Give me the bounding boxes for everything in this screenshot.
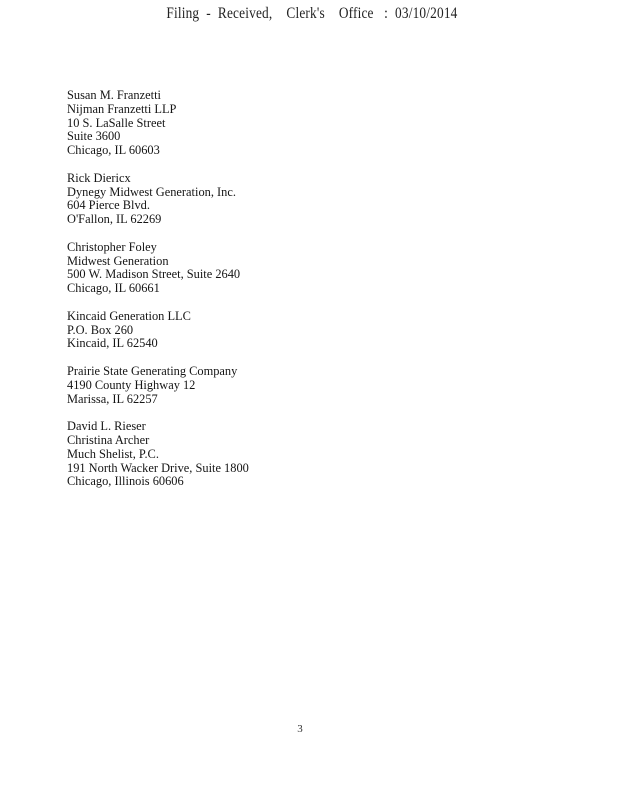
address-block — [67, 89, 487, 158]
recipient-organization: Kincaid Generation LLC — [67, 308, 191, 323]
recipient-organization: Nijman Franzetti LLP — [67, 101, 177, 116]
street-address: 500 W. Madison Street, Suite 2640 — [67, 267, 241, 282]
recipient-organization: Much Shelist, P.C. — [67, 446, 159, 461]
city-state-zip: Marissa, IL 62257 — [67, 391, 158, 406]
recipient-name: Rick Diericx — [67, 170, 131, 185]
street-address: 10 S. LaSalle Street — [67, 115, 166, 130]
city-state-zip: Kincaid, IL 62540 — [67, 336, 158, 351]
address-block — [67, 365, 487, 406]
recipient-name: Christopher Foley — [67, 239, 157, 254]
recipient-organization: Prairie State Generating Company — [67, 363, 238, 378]
address-block — [67, 310, 487, 351]
suite-line: Suite 3600 — [67, 129, 121, 144]
recipient-name: Susan M. Franzetti — [67, 88, 161, 102]
service-list — [67, 89, 487, 503]
recipient-name: David L. Rieser — [67, 419, 146, 434]
recipient-organization: Midwest Generation — [67, 253, 169, 268]
recipient-name: Christina Archer — [67, 432, 150, 447]
filing-stamp-header: Filing - Received, Clerk's Office : 03/10/2014 — [166, 5, 458, 22]
address-block — [67, 241, 487, 296]
city-state-zip: O'Fallon, IL 62269 — [67, 212, 162, 227]
address-block — [67, 172, 487, 227]
po-box-line: P.O. Box 260 — [67, 322, 134, 337]
page-number: 3 — [297, 723, 303, 735]
street-address: 191 North Wacker Drive, Suite 1800 — [67, 460, 249, 475]
city-state-zip: Chicago, IL 60661 — [67, 281, 160, 296]
street-address: 604 Pierce Blvd. — [67, 198, 150, 213]
recipient-organization: Dynegy Midwest Generation, Inc. — [67, 184, 236, 199]
city-state-zip: Chicago, Illinois 60606 — [67, 474, 184, 489]
city-state-zip: Chicago, IL 60603 — [67, 143, 160, 158]
address-block — [67, 420, 487, 489]
street-address: 4190 County Highway 12 — [67, 377, 196, 392]
